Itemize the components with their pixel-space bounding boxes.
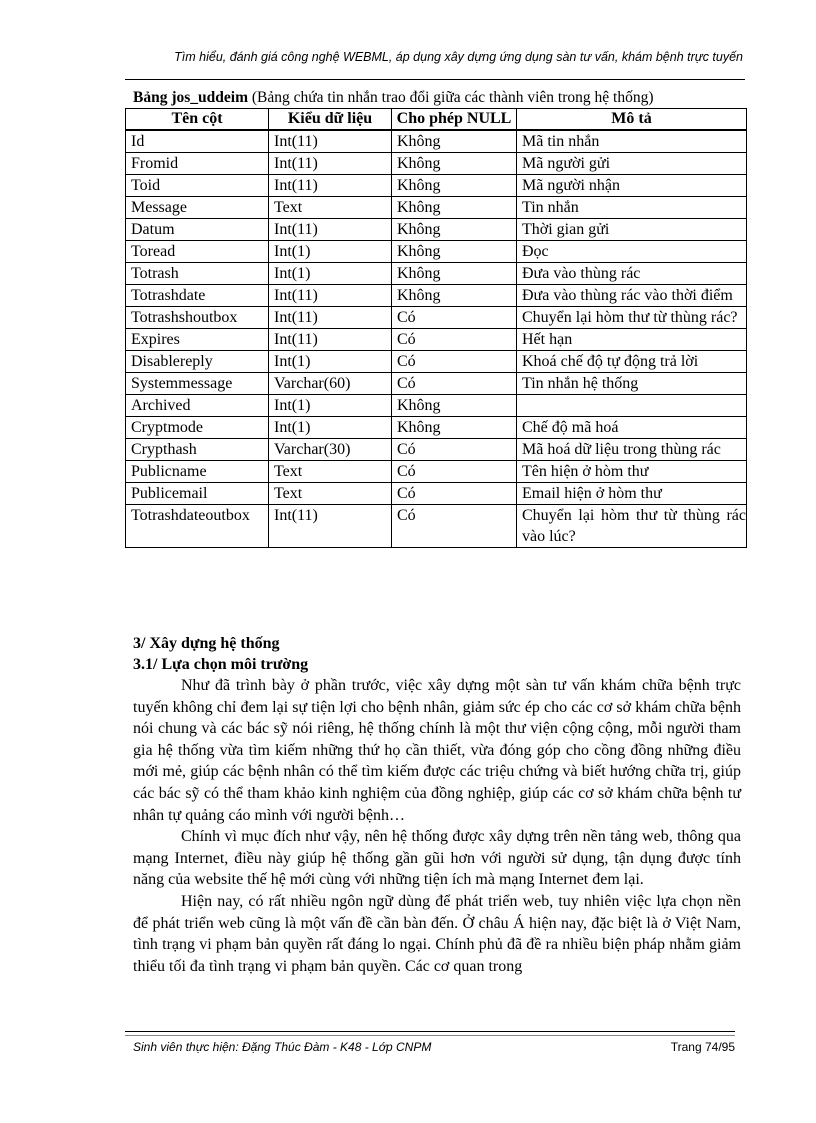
- table-row: [126, 130, 747, 153]
- table-row: [126, 417, 747, 439]
- cell-nullable: Không: [392, 395, 517, 417]
- table-row: [126, 153, 747, 175]
- cell-data-type: Text: [269, 483, 392, 505]
- cell-data-type: Varchar(60): [269, 373, 392, 395]
- cell-description: [517, 395, 747, 417]
- column-header: Mô tả: [517, 109, 747, 131]
- table-row: [126, 307, 747, 329]
- section-content: [133, 633, 741, 977]
- cell-column-name: Cryptmode: [126, 417, 269, 439]
- section-heading: 3/ Xây dựng hệ thống: [133, 635, 280, 652]
- cell-column-name: Toid: [126, 175, 269, 197]
- table-row: [126, 505, 747, 548]
- cell-data-type: Int(1): [269, 263, 392, 285]
- cell-nullable: Không: [392, 417, 517, 439]
- cell-data-type: Int(1): [269, 241, 392, 263]
- cell-description: Tên hiện ở hòm thư: [517, 461, 747, 483]
- cell-data-type: Int(11): [269, 130, 392, 153]
- cell-nullable: Có: [392, 483, 517, 505]
- cell-column-name: Totrashdateoutbox: [126, 505, 269, 548]
- cell-column-name: Toread: [126, 241, 269, 263]
- cell-nullable: Không: [392, 263, 517, 285]
- cell-column-name: Systemmessage: [126, 373, 269, 395]
- table-row: [126, 219, 747, 241]
- cell-nullable: Có: [392, 373, 517, 395]
- cell-data-type: Text: [269, 461, 392, 483]
- footer-divider-secondary: [125, 1035, 735, 1036]
- cell-nullable: Có: [392, 439, 517, 461]
- table-row: [126, 241, 747, 263]
- cell-description: Đưa vào thùng rác vào thời điểm: [517, 285, 747, 307]
- cell-nullable: Không: [392, 153, 517, 175]
- cell-nullable: Không: [392, 285, 517, 307]
- table-row: [126, 197, 747, 219]
- table-row: [126, 351, 747, 373]
- cell-column-name: Message: [126, 197, 269, 219]
- running-header: Tìm hiểu, đánh giá công nghệ WEBML, áp dụng xây dựng ứng dụng sàn tư vấn, khám bệnh trực tuyến: [174, 50, 743, 64]
- footer-divider: [125, 1031, 735, 1032]
- cell-column-name: Totrashdate: [126, 285, 269, 307]
- cell-nullable: Không: [392, 197, 517, 219]
- cell-description: Tin nhắn: [517, 197, 747, 219]
- table-name: Bảng jos_uddeim: [133, 89, 248, 106]
- table-row: [126, 373, 747, 395]
- cell-column-name: Publicemail: [126, 483, 269, 505]
- column-header: Kiểu dữ liệu: [269, 109, 392, 131]
- cell-description: Thời gian gửi: [517, 219, 747, 241]
- table-row: [126, 285, 747, 307]
- table-header-row: [126, 109, 747, 131]
- cell-description: Mã người nhận: [517, 175, 747, 197]
- cell-data-type: Int(11): [269, 175, 392, 197]
- page-number: Trang 74/95: [670, 1040, 735, 1054]
- footer-author: Sinh viên thực hiện: Đặng Thúc Đàm - K48 - Lớp CNPM: [133, 1040, 432, 1054]
- cell-description: Mã người gửi: [517, 153, 747, 175]
- cell-data-type: Int(11): [269, 329, 392, 351]
- table-caption: [133, 89, 753, 107]
- paragraph: Hiện nay, có rất nhiều ngôn ngữ dùng để phát triển web, tuy nhiên việc lựa chọn nền để phát triển web cũng là một vấn đề cần bàn đến. Ở châu Á hiện nay, đặc biệt là ở Việt Nam, tình trạng vi phạm bản quyền rất đáng lo ngại. Chính phủ đã đề ra nhiều biện pháp nhằm giảm thiểu tối đa tình trạng vi phạm bản quyền. Các cơ quan trong: [133, 892, 741, 975]
- cell-description: Mã tin nhắn: [517, 130, 747, 153]
- table-row: [126, 483, 747, 505]
- cell-column-name: Totrashshoutbox: [126, 307, 269, 329]
- cell-column-name: Id: [126, 130, 269, 153]
- cell-data-type: Int(11): [269, 153, 392, 175]
- cell-column-name: Archived: [126, 395, 269, 417]
- table-body: [126, 130, 747, 548]
- cell-nullable: Không: [392, 130, 517, 153]
- table-row: [126, 395, 747, 417]
- cell-data-type: Int(1): [269, 395, 392, 417]
- table-description: (Bảng chứa tin nhắn trao đổi giữa các thành viên trong hệ thống): [251, 89, 654, 106]
- schema-table: [125, 108, 747, 548]
- cell-description: Email hiện ở hòm thư: [517, 483, 747, 505]
- table-row: [126, 329, 747, 351]
- cell-nullable: Có: [392, 329, 517, 351]
- paragraph: Như đã trình bày ở phần trước, việc xây dựng một sàn tư vấn khám chữa bệnh trực tuyến không chỉ đem lại sự tiện lợi cho bệnh nhân, giảm sức ép cho các cơ sở khám chữa bệnh nói chung và các bác sỹ nói riêng, hệ thống chính là một thư viện cộng cộng, mỗi người tham gia hệ thống vừa tìm kiếm những thứ họ cần thiết, vừa đóng góp cho cồng đồng những điều mới mẻ, giúp các bệnh nhân có thể tìm kiếm được các triệu chứng và biết hướng chữa trị, giúp các bác sỹ có thể tham khảo kinh nghiệm của đồng nghiệp, giúp các cơ sở khám chữa bệnh tư nhân tự quảng cáo mình với người bệnh…: [133, 677, 741, 824]
- cell-data-type: Int(11): [269, 285, 392, 307]
- subsection-heading: 3.1/ Lựa chọn môi trường: [133, 656, 309, 673]
- cell-description: Chuyển lại hòm thư từ thùng rác vào lúc?: [517, 505, 747, 548]
- cell-description: Khoá chế độ tự động trả lời: [517, 351, 747, 373]
- cell-description: Hết hạn: [517, 329, 747, 351]
- cell-description: Đọc: [517, 241, 747, 263]
- cell-data-type: Text: [269, 197, 392, 219]
- cell-data-type: Varchar(30): [269, 439, 392, 461]
- cell-description: Mã hoá dữ liệu trong thùng rác: [517, 439, 747, 461]
- cell-description: Chế độ mã hoá: [517, 417, 747, 439]
- cell-data-type: Int(11): [269, 219, 392, 241]
- cell-column-name: Disablereply: [126, 351, 269, 373]
- cell-nullable: Có: [392, 505, 517, 548]
- cell-column-name: Publicname: [126, 461, 269, 483]
- cell-nullable: Không: [392, 175, 517, 197]
- column-header: Tên cột: [126, 109, 269, 131]
- table-row: [126, 175, 747, 197]
- cell-column-name: Fromid: [126, 153, 269, 175]
- paragraph: Chính vì mục đích như vậy, nên hệ thống được xây dựng trên nền tảng web, thông qua mạng Internet, điều này giúp hệ thống gần gũi hơn với người sử dụng, tận dụng được tính năng của website thế hệ mới cùng với những tiện ích mà mạng Internet đem lại.: [133, 828, 741, 889]
- cell-description: Tin nhắn hệ thống: [517, 373, 747, 395]
- table-row: [126, 461, 747, 483]
- cell-description: Đưa vào thùng rác: [517, 263, 747, 285]
- cell-column-name: Datum: [126, 219, 269, 241]
- cell-data-type: Int(1): [269, 417, 392, 439]
- cell-nullable: Có: [392, 351, 517, 373]
- cell-column-name: Crypthash: [126, 439, 269, 461]
- cell-data-type: Int(11): [269, 307, 392, 329]
- cell-data-type: Int(1): [269, 351, 392, 373]
- cell-nullable: Không: [392, 219, 517, 241]
- cell-data-type: Int(11): [269, 505, 392, 548]
- column-header: Cho phép NULL: [392, 109, 517, 131]
- cell-nullable: Có: [392, 307, 517, 329]
- cell-nullable: Có: [392, 461, 517, 483]
- cell-nullable: Không: [392, 241, 517, 263]
- cell-description: Chuyển lại hòm thư từ thùng rác?: [517, 307, 747, 329]
- cell-column-name: Expires: [126, 329, 269, 351]
- header-divider: [125, 79, 745, 80]
- cell-column-name: Totrash: [126, 263, 269, 285]
- table-row: [126, 439, 747, 461]
- table-row: [126, 263, 747, 285]
